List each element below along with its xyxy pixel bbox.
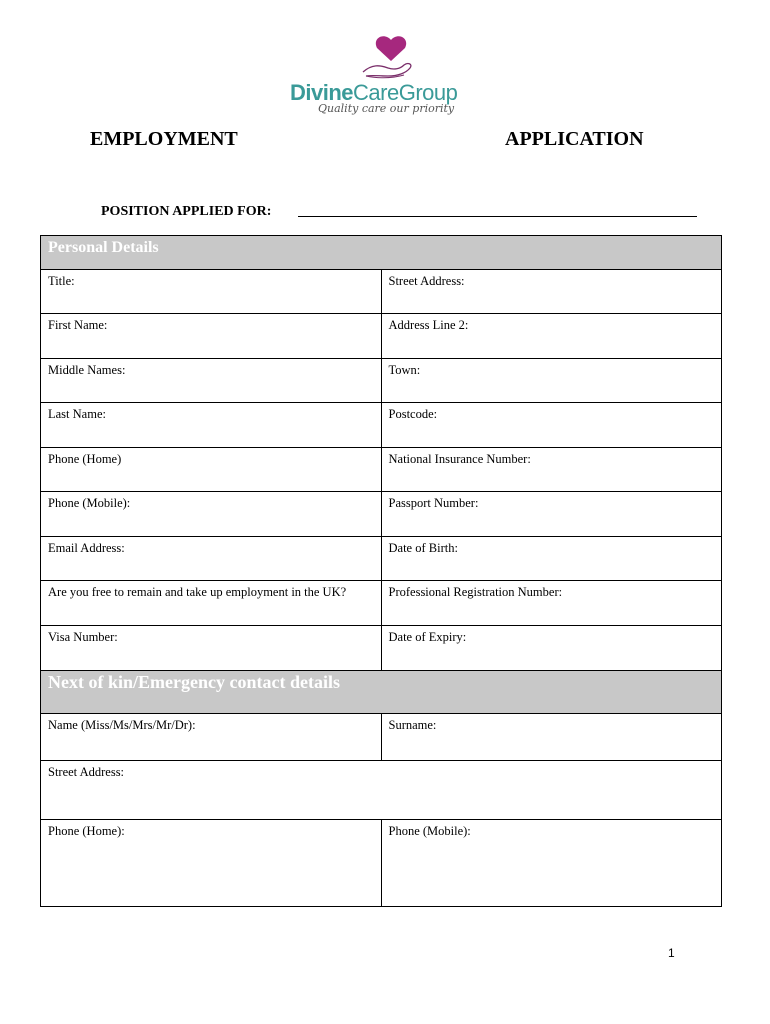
table-row <box>41 270 722 314</box>
table-row <box>41 626 722 671</box>
table-row <box>41 820 722 907</box>
first-name-field[interactable]: First Name: <box>41 314 382 359</box>
table-row <box>41 761 722 820</box>
table-row <box>41 403 722 448</box>
date-of-expiry-field[interactable]: Date of Expiry: <box>381 626 722 671</box>
phone-home-field[interactable]: Phone (Home) <box>41 448 382 492</box>
kin-phone-mobile-field[interactable]: Phone (Mobile): <box>381 820 722 907</box>
address-line-2-field[interactable]: Address Line 2: <box>381 314 722 359</box>
logo-wordmark: DivineCareGroup <box>290 80 458 105</box>
table-row <box>41 448 722 492</box>
passport-number-field[interactable]: Passport Number: <box>381 492 722 537</box>
phone-mobile-field[interactable]: Phone (Mobile): <box>41 492 382 537</box>
street-address-field[interactable]: Street Address: <box>381 270 722 314</box>
professional-registration-field[interactable]: Professional Registration Number: <box>381 581 722 626</box>
table-row <box>41 314 722 359</box>
kin-name-field[interactable]: Name (Miss/Ms/Mrs/Mr/Dr): <box>41 714 382 761</box>
kin-street-address-field[interactable]: Street Address: <box>41 761 722 820</box>
logo-tagline: Quality care our priority <box>318 102 455 115</box>
page-number: 1 <box>668 946 675 960</box>
next-of-kin-heading: Next of kin/Emergency contact details <box>41 671 722 714</box>
last-name-field[interactable]: Last Name: <box>41 403 382 448</box>
kin-surname-field[interactable]: Surname: <box>381 714 722 761</box>
middle-names-field[interactable]: Middle Names: <box>41 359 382 403</box>
company-logo <box>280 34 490 118</box>
national-insurance-field[interactable]: National Insurance Number: <box>381 448 722 492</box>
postcode-field[interactable]: Postcode: <box>381 403 722 448</box>
next-of-kin-header <box>41 671 722 714</box>
table-row <box>41 537 722 581</box>
title-application: APPLICATION <box>505 128 644 150</box>
table-row <box>41 492 722 537</box>
title-employment: EMPLOYMENT <box>90 128 238 150</box>
town-field[interactable]: Town: <box>381 359 722 403</box>
title-field[interactable]: Title: <box>41 270 382 314</box>
date-of-birth-field[interactable]: Date of Birth: <box>381 537 722 581</box>
email-address-field[interactable]: Email Address: <box>41 537 382 581</box>
table-row <box>41 714 722 761</box>
personal-details-table <box>40 235 722 907</box>
personal-details-heading: Personal Details <box>41 236 722 270</box>
kin-phone-home-field[interactable]: Phone (Home): <box>41 820 382 907</box>
table-row <box>41 359 722 403</box>
position-applied-label: POSITION APPLIED FOR: <box>101 204 272 219</box>
visa-number-field[interactable]: Visa Number: <box>41 626 382 671</box>
position-applied-field[interactable] <box>298 216 697 217</box>
position-applied-row <box>101 204 701 224</box>
right-to-work-field[interactable]: Are you free to remain and take up employment in the UK? <box>41 581 382 626</box>
table-row <box>41 581 722 626</box>
personal-details-header <box>41 236 722 270</box>
